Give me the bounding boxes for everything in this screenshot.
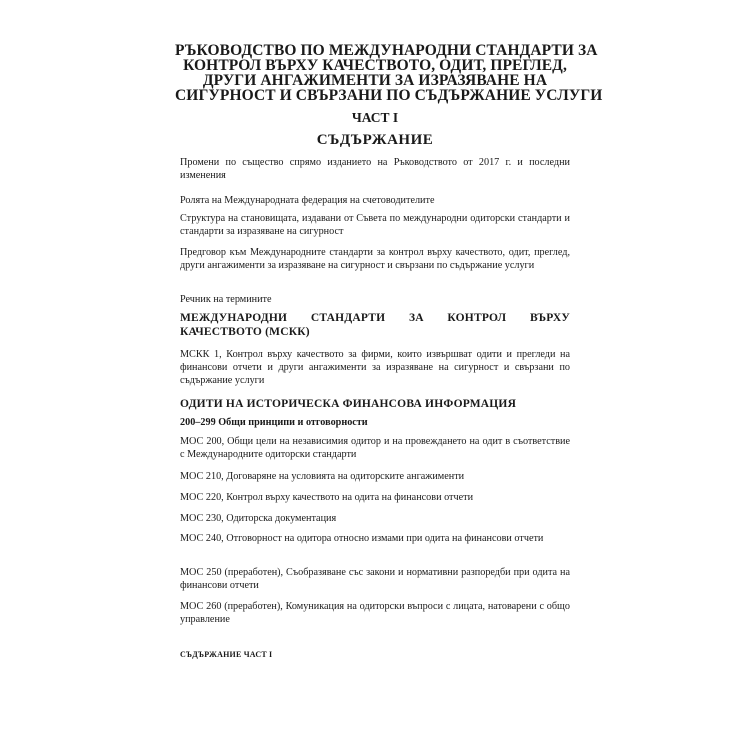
toc-entry: Ролята на Международната федерация на счетоводителите (180, 195, 435, 206)
toc-entry: МОС 250 (преработен), Съобразяване със закони и нормативни разпоредби при одита на финансови отчети (180, 567, 570, 591)
toc-entry: Структура на становищата, издавани от Съвета по международни одиторски стандарти и стандарти за изразяване на сигурност (180, 213, 570, 237)
title-line: ДРУГИ АНГАЖИМЕНТИ ЗА ИЗРАЗЯВАНЕ НА (202, 72, 548, 89)
section-heading: МЕЖДУНАРОДНИ СТАНДАРТИ ЗА КОНТРОЛ ВЪРХУ КАЧЕСТВОТО (МСКК) (180, 312, 570, 338)
contents-heading: СЪДЪРЖАНИЕ (316, 132, 434, 148)
toc-entry: МОС 230, Одиторска документация (180, 513, 337, 524)
title-line: РЪКОВОДСТВО ПО МЕЖДУНАРОДНИ СТАНДАРТИ ЗА (175, 42, 598, 59)
toc-entry: Промени по същество спрямо изданието на Ръководството от 2017 г. и последни изменения (180, 157, 570, 181)
toc-entry: МОС 220, Контрол върху качеството на одита на финансови отчети (180, 492, 474, 503)
document-title (175, 42, 603, 104)
toc-entry: МОС 240, Отговорност на одитора относно измами при одита на финансови отчети (180, 533, 544, 544)
title-line: КОНТРОЛ ВЪРХУ КАЧЕСТВОТО, ОДИТ, ПРЕГЛЕД, (183, 57, 567, 74)
toc-entry: МСКК 1, Контрол върху качеството за фирми, които извършват одити и прегледи на финансови отчети и други ангажименти за изразяване на сигурност и свързани по съдържание услуги (180, 349, 570, 386)
title-line: СИГУРНОСТ И СВЪРЗАНИ ПО СЪДЪРЖАНИЕ УСЛУГИ (175, 87, 603, 104)
toc-entry: МОС 210, Договаряне на условията на одиторските ангажименти (180, 471, 465, 482)
page-footer: СЪДЪРЖАНИЕ ЧАСТ I (180, 650, 273, 659)
subsection-heading: 200–299 Общи принципи и отговорности (180, 417, 368, 428)
toc-entry: МОС 200, Общи цели на независимия одитор и на провеждането на одит в съответствие с Международните одиторски стандарти (180, 436, 570, 460)
toc-entry: Предговор към Международните стандарти за контрол върху качеството, одит, преглед, други ангажименти за изразяване на сигурност и свързани по съдържание услуги (180, 247, 570, 271)
section-heading: ОДИТИ НА ИСТОРИЧЕСКА ФИНАНСОВА ИНФОРМАЦИЯ (180, 398, 517, 410)
part-label: ЧАСТ I (351, 110, 399, 125)
toc-entry: Речник на термините (180, 294, 272, 305)
toc-entry: МОС 260 (преработен), Комуникация на одиторски въпроси с лицата, натоварени с общо управление (180, 601, 570, 625)
